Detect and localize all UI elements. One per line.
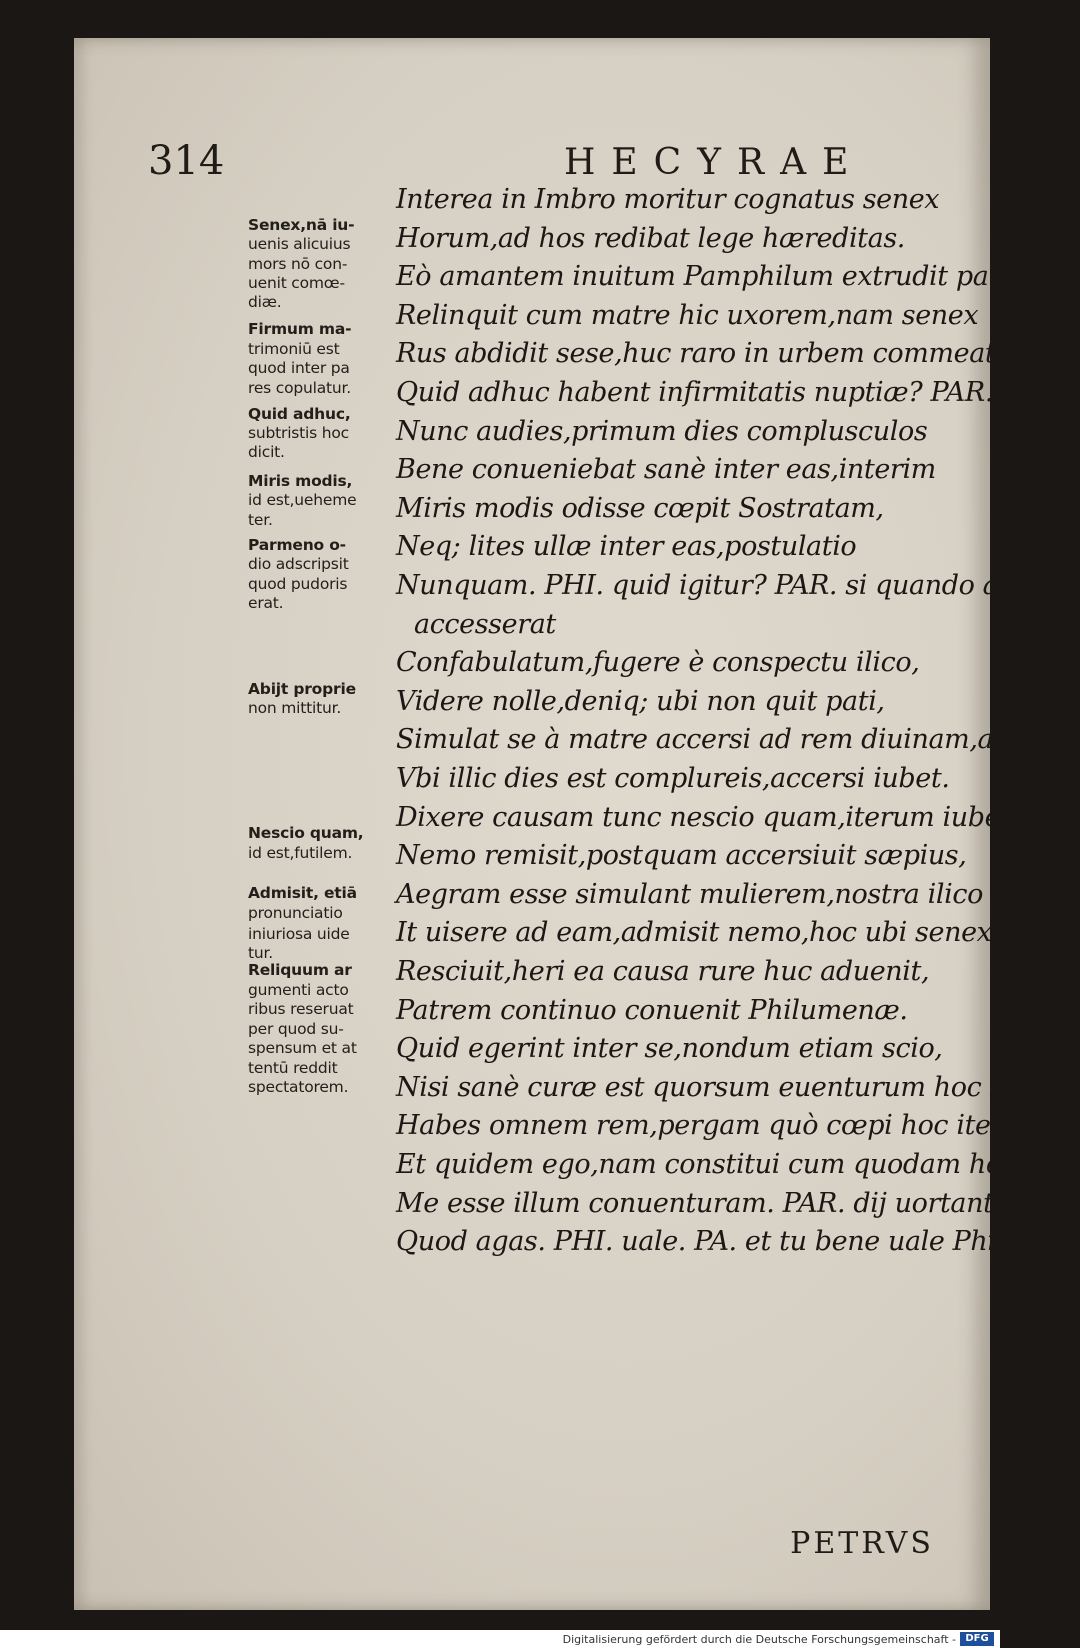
verse-line: Vbi illic dies est complureis,accersi iubet. bbox=[396, 763, 950, 794]
margin-note-line: Firmum ma- bbox=[248, 320, 352, 338]
verse-line: Confabulatum,fugere è conspectu ilico, bbox=[396, 647, 920, 678]
margin-note-line: mors nō con- bbox=[248, 255, 348, 273]
verse-line: Nemo remisit,postquam accersiuit sæpius, bbox=[396, 840, 967, 871]
margin-note-line: id est,futilem. bbox=[248, 844, 353, 862]
margin-note-line: dio adscripsit bbox=[248, 555, 349, 573]
margin-note-line: Abijt proprie bbox=[248, 680, 356, 698]
verse-line: Bene conueniebat sanè inter eas,interim bbox=[396, 454, 936, 485]
footer-credit: Digitalisierung gefördert durch die Deutsche Forschungsgemeinschaft - bbox=[562, 1633, 956, 1646]
margin-note-line: Miris modis, bbox=[248, 472, 353, 490]
verse-line: It uisere ad eam,admisit nemo,hoc ubi senex bbox=[396, 917, 992, 948]
margin-note-line: spectatorem. bbox=[248, 1078, 349, 1096]
catchword: PETRVS bbox=[790, 1526, 934, 1561]
margin-note-line: gumenti acto bbox=[248, 981, 349, 999]
verse-line: Eò amantem inuitum Pamphilum extrudit pater. bbox=[396, 261, 1033, 292]
margin-note-line: Reliquum ar bbox=[248, 961, 352, 979]
paper-sheet bbox=[74, 38, 1080, 1610]
verse-line: Nunquam. PHI. quid igitur? PAR. si quando ad eam bbox=[396, 570, 1080, 601]
margin-note-line: erat. bbox=[248, 594, 284, 612]
margin-note-line: subtristis hoc bbox=[248, 424, 349, 442]
margin-note-line: diæ. bbox=[248, 293, 282, 311]
verse-line: Relinquit cum matre hic uxorem,nam senex bbox=[396, 300, 979, 331]
margin-note-line: uenis alicuius bbox=[248, 235, 351, 253]
dfg-logo: DFG bbox=[960, 1632, 994, 1646]
verse-line: accesserat bbox=[414, 609, 556, 640]
digitization-footer bbox=[0, 1630, 1000, 1648]
verse-line: Videre nolle,deniq; ubi non quit pati, bbox=[396, 686, 885, 717]
margin-note-line: ribus reseruat bbox=[248, 1000, 354, 1018]
verse-line: Quid egerint inter se,nondum etiam scio, bbox=[396, 1033, 943, 1064]
page-number: 314 bbox=[148, 138, 225, 184]
margin-note-line: per quod su- bbox=[248, 1020, 344, 1038]
verse-line: Patrem continuo conuenit Philumenæ. bbox=[396, 995, 908, 1026]
margin-note-line: iniuriosa uide bbox=[248, 925, 350, 943]
verse-line: Nunc audies,primum dies complusculos bbox=[396, 416, 928, 447]
verse-line: Simulat se à matre accersi ad rem diuinam,abijt. bbox=[396, 724, 1045, 755]
verse-line: Horum,ad hos redibat lege hæreditas. bbox=[396, 223, 905, 254]
margin-note-line: Admisit, etiā bbox=[248, 884, 357, 902]
verse-line: Dixere causam tunc nescio quam,iterum iubet, bbox=[396, 802, 1019, 833]
verse-line: Quod agas. PHI. uale. PA. et tu bene uale Philotion. bbox=[396, 1226, 1080, 1257]
margin-note-line: spensum et at bbox=[248, 1039, 357, 1057]
margin-note-line: pronunciatio bbox=[248, 904, 343, 922]
margin-note-line: ter. bbox=[248, 511, 273, 529]
verse-line: Resciuit,heri ea causa rure huc aduenit, bbox=[396, 956, 930, 987]
margin-note-line: Quid adhuc, bbox=[248, 405, 351, 423]
verse-line: Quid adhuc habent infirmitatis nuptiæ? PAR. bbox=[396, 377, 994, 408]
verse-line: Me esse illum conuenturam. PAR. dij uortant bene bbox=[396, 1188, 1067, 1219]
verse-line: Et quidem ego,nam constitui cum quodam hospite bbox=[396, 1149, 1067, 1180]
margin-note-line: id est,ueheme bbox=[248, 491, 357, 509]
margin-note-line: non mittitur. bbox=[248, 699, 342, 717]
margin-note-line: tentū reddit bbox=[248, 1059, 338, 1077]
margin-note-line: Nescio quam, bbox=[248, 824, 364, 842]
verse-line: Habes omnem rem,pergam quò cœpi hoc iter. PHI. bbox=[396, 1110, 1076, 1141]
margin-note-line: tur. bbox=[248, 944, 273, 962]
margin-note-line: res copulatur. bbox=[248, 379, 352, 397]
margin-note-line: dicit. bbox=[248, 443, 285, 461]
margin-note-line: Parmeno o- bbox=[248, 536, 346, 554]
margin-note-line: Senex,nā iu- bbox=[248, 216, 355, 234]
verse-line: Neq; lites ullæ inter eas,postulatio bbox=[396, 531, 857, 562]
margin-note-line: quod inter pa bbox=[248, 359, 350, 377]
running-head: HECYRAE bbox=[564, 142, 865, 183]
margin-note-line: uenit comœ- bbox=[248, 274, 345, 292]
verse-line: Rus abdidit sese,huc raro in urbem commeat. PHI. bbox=[396, 338, 1072, 369]
verse-line: Aegram esse simulant mulierem,nostra ilico bbox=[396, 879, 983, 910]
margin-note-line: trimoniū est bbox=[248, 340, 340, 358]
margin-note-line: quod pudoris bbox=[248, 575, 348, 593]
verse-line: Miris modis odisse cœpit Sostratam, bbox=[396, 493, 884, 524]
verse-line: Nisi sanè curæ est quorsum euenturum hoc siet. bbox=[396, 1072, 1046, 1103]
verse-line: Interea in Imbro moritur cognatus senex bbox=[396, 184, 940, 215]
